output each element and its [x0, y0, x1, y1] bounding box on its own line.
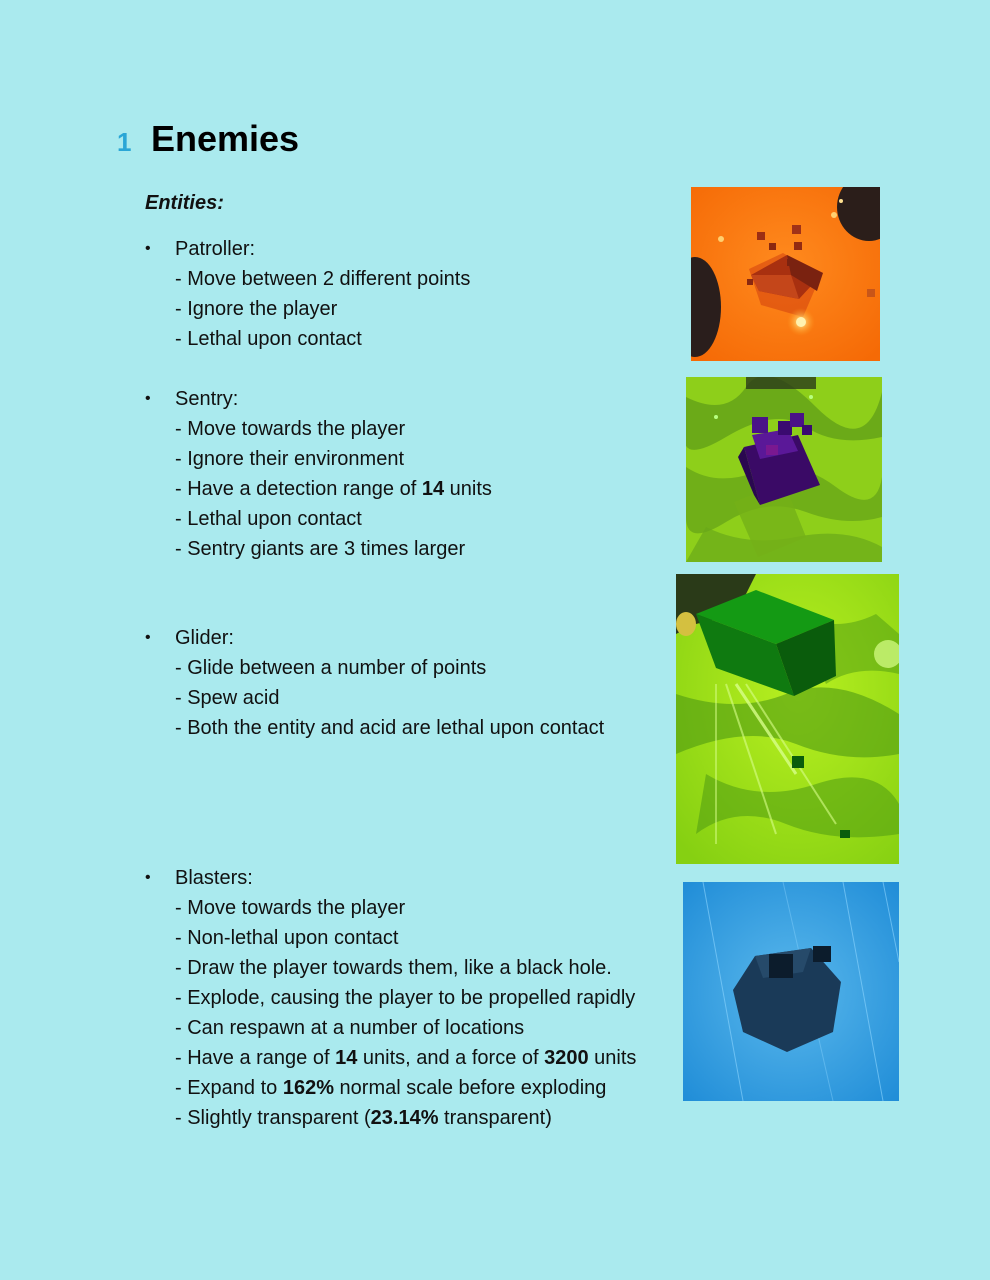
line-text: - Draw the player towards them, like a black hole.: [175, 957, 612, 979]
entity-property-line: [145, 504, 492, 534]
entity-glider: [145, 623, 604, 743]
line-text: - Expand to: [175, 1077, 283, 1099]
entity-patroller: [145, 234, 470, 354]
entities-subheading: Entities:: [145, 192, 224, 214]
entity-blasters: [145, 863, 636, 1133]
entity-name: Glider:: [175, 627, 234, 649]
entity-property-line: [145, 414, 492, 444]
line-text: transparent): [438, 1107, 552, 1129]
entity-name: Sentry:: [175, 388, 239, 410]
line-text: - Ignore their environment: [175, 448, 405, 470]
line-text: - Have a detection range of: [175, 478, 422, 500]
heading-number: 1: [117, 127, 132, 157]
entity-sentry: [145, 384, 492, 564]
line-text: - Can respawn at a number of locations: [175, 1017, 525, 1039]
entity-property-line: [145, 1013, 636, 1043]
line-text: - Move between 2 different points: [175, 268, 471, 290]
glider-image: [676, 574, 899, 864]
sentry-image: [686, 377, 882, 562]
section-heading: [117, 118, 299, 160]
entity-property-line: [145, 444, 492, 474]
entity-title-row: [145, 623, 604, 653]
bullet-glyph: •: [145, 240, 151, 257]
line-text: - Slightly transparent (: [175, 1107, 371, 1129]
entity-property-line: [145, 683, 604, 713]
bold-value: 162%: [282, 1077, 334, 1099]
entity-title-row: [145, 234, 470, 264]
line-text: normal scale before exploding: [334, 1077, 607, 1099]
bold-value: 14: [421, 478, 445, 500]
entity-property-line: [145, 1073, 636, 1103]
entity-property-line: [145, 923, 636, 953]
bullet-glyph: •: [145, 390, 151, 407]
entity-property-line: [145, 713, 604, 743]
bold-value: 23.14%: [370, 1107, 439, 1129]
entity-property-line: [145, 1103, 636, 1133]
entity-name: Patroller:: [175, 238, 256, 260]
line-text: - Lethal upon contact: [175, 328, 362, 350]
entity-property-line: [145, 893, 636, 923]
line-text: units: [588, 1047, 637, 1069]
heading-title: Enemies: [151, 118, 300, 159]
line-text: - Ignore the player: [175, 298, 338, 320]
line-text: - Both the entity and acid are lethal upon contact: [175, 717, 605, 739]
entity-title-row: [145, 384, 492, 414]
line-text: - Glide between a number of points: [175, 657, 487, 679]
bullet-glyph: •: [145, 629, 151, 646]
line-text: units, and a force of: [357, 1047, 545, 1069]
entity-property-line: [145, 264, 470, 294]
entity-property-line: [145, 294, 470, 324]
entity-name: Blasters:: [175, 867, 253, 889]
line-text: - Sentry giants are 3 times larger: [175, 538, 466, 560]
entity-property-line: [145, 1043, 636, 1073]
entity-property-line: [145, 953, 636, 983]
line-text: - Explode, causing the player to be propelled rapidly: [175, 987, 636, 1009]
line-text: - Non-lethal upon contact: [175, 927, 399, 949]
bold-value: 14: [335, 1047, 358, 1069]
entity-property-line: [145, 534, 492, 564]
line-text: - Spew acid: [175, 687, 280, 709]
bullet-glyph: •: [145, 869, 151, 886]
line-text: - Lethal upon contact: [175, 508, 362, 530]
patroller-image: [691, 187, 880, 361]
entity-property-line: [145, 474, 492, 504]
line-text: - Have a range of: [175, 1047, 336, 1069]
line-text: - Move towards the player: [175, 897, 406, 919]
entity-property-line: [145, 653, 604, 683]
line-text: units: [444, 478, 492, 500]
entity-property-line: [145, 983, 636, 1013]
bold-value: 3200: [544, 1047, 589, 1069]
line-text: - Move towards the player: [175, 418, 406, 440]
entity-title-row: [145, 863, 636, 893]
entity-property-line: [145, 324, 470, 354]
blaster-image: [683, 882, 899, 1101]
